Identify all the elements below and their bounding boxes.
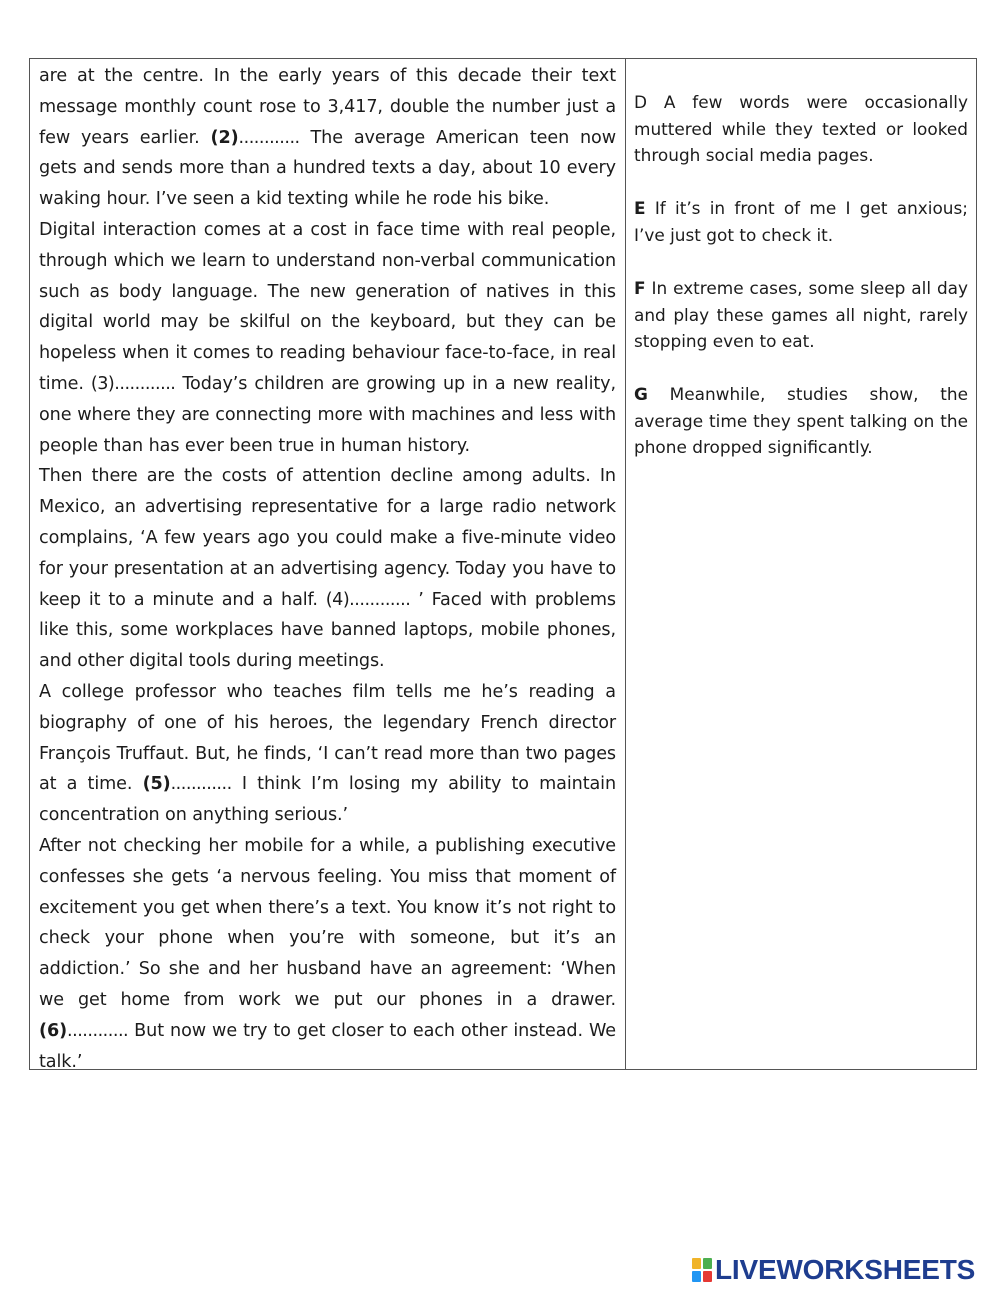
gap-5-blank[interactable]: ............	[170, 774, 232, 795]
option-letter: F	[634, 277, 646, 298]
exercise-table	[29, 58, 977, 1070]
passage-paragraph-5: After not checking her mobile for a while, a publishing executive confesses she gets ‘a nervous feeling. You miss that moment of excitement you get when there’s a text. You know it’s not right to check your phone when you’re with someone, but it’s an addiction.’ So she and her husband have an agreement: ‘When we get home from work we put our phones in a drawer. (6)............ But now we try to get closer to each other instead. We talk.’	[39, 835, 616, 1072]
reading-passage-column	[30, 59, 626, 1072]
gap-6-number: (6)	[39, 1020, 68, 1041]
gap-2-blank[interactable]: ............	[238, 127, 300, 148]
passage-paragraph-3: Then there are the costs of attention decline among adults. In Mexico, an advertising representative for a large radio network complains, ‘A few years ago you could make a five-minute video for your presentation at an advertising agency. Today you have to keep it to a minute and a half. (4)............ ’ Faced with problems like this, some workplaces have banned laptops, mobile phones, and other digital tools during meetings.	[39, 466, 616, 672]
option-letter: G	[634, 384, 648, 405]
gap-4-blank[interactable]: (4)............	[325, 589, 411, 610]
option-text: If it’s in front of me I get anxious; I’ve just got to check it.	[634, 198, 968, 245]
option-d	[634, 89, 968, 169]
gap-2-number: (2)	[210, 127, 239, 148]
option-g	[634, 381, 968, 461]
option-letter: E	[634, 198, 646, 219]
passage-paragraph-2: Digital interaction comes at a cost in face time with real people, through which we learn to understand non-verbal communication such as body language. The new generation of natives in this digital world may be skilful on the keyboard, but they can be hopeless when it comes to reading behaviour face-to-face, in real time. (3)............ Today’s children are growing up in a new reality, one where they are connecting more with machines and less with people than has ever been true in human history.	[39, 219, 616, 456]
option-text: A few words were occasionally muttered while they texted or looked through social media pages.	[634, 92, 968, 166]
passage-paragraph-1: are at the centre. In the early years of this decade their text message monthly count rose to 3,417, double the number just a few years earlier. (2)............ The average American teen now gets and sends more than a hundred texts a day, about 10 every waking hour. I’ve seen a kid texting while he rode his bike.	[39, 66, 616, 210]
logo-text: LIVEWORKSHEETS	[715, 1254, 976, 1285]
liveworksheets-logo	[692, 1255, 975, 1285]
option-text: Meanwhile, studies show, the average time they spent talking on the phone dropped significantly.	[634, 384, 968, 458]
logo-icon	[692, 1258, 712, 1282]
option-text: In extreme cases, some sleep all day and play these games all night, rarely stopping even to eat.	[634, 277, 969, 352]
option-letter: D	[634, 92, 648, 112]
passage-paragraph-4: A college professor who teaches film tells me he’s reading a biography of one of his heroes, the legendary French director François Truffaut. But, he finds, ‘I can’t read more than two pages at a time. (5)............ I think I’m losing my ability to maintain concentration on anything serious.’	[39, 681, 617, 826]
options-column	[626, 59, 976, 1069]
option-f	[634, 275, 968, 355]
gap-6-blank[interactable]: ............	[67, 1020, 129, 1041]
gap-5-number: (5)	[142, 774, 171, 795]
gap-3-blank[interactable]: (3)............	[90, 373, 176, 394]
option-e	[634, 195, 968, 248]
